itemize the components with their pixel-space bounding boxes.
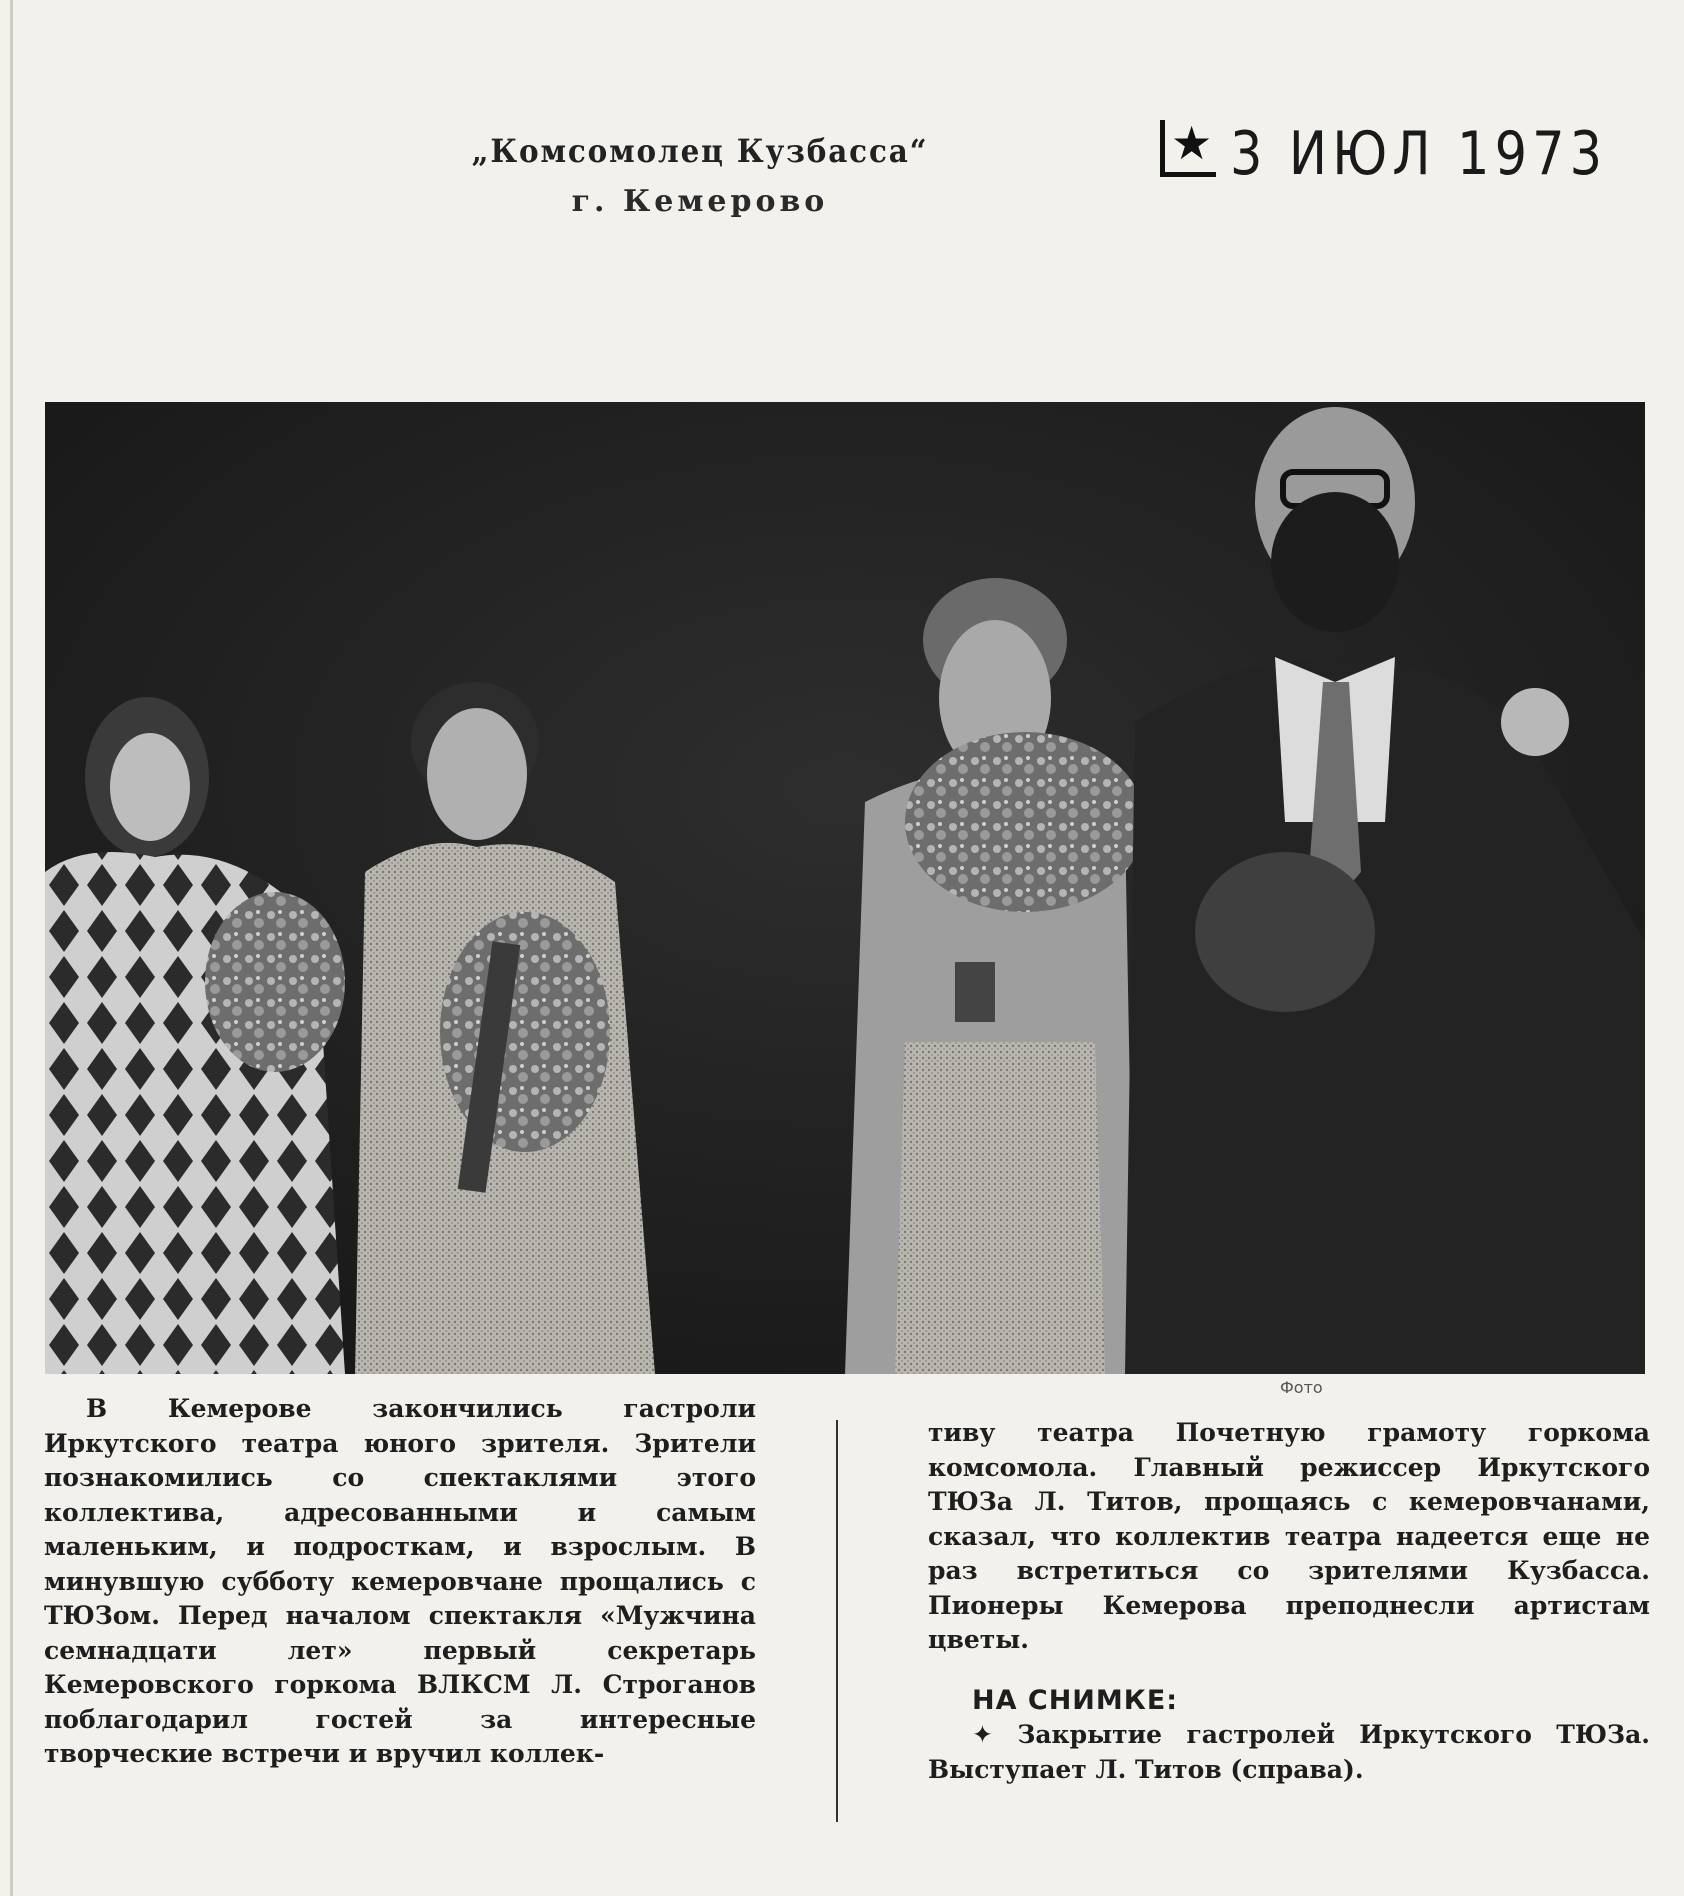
article-text-left: В Кемерове закончились гастроли Иркутского театра юного зрителя. Зрители познакомились со спектаклями этого коллектива, адресованными и самым маленьким, и подросткам, и взрослым. В минувшую субботу кемеровчане прощались с ТЮЗом. Перед началом спектакля «Мужчина семнадцати лет» первый секретарь Кемеровского горкома ВЛКСМ Л. Строганов поблагодарил гостей за интересные творческие встречи и вручил коллек- (44, 1394, 756, 1768)
city-line: г. Кемерово (571, 184, 829, 219)
caption-star-icon: ✦ (972, 1720, 993, 1749)
column-divider (836, 1420, 838, 1822)
press-photo (45, 402, 1645, 1374)
photo-scene (45, 402, 1645, 1374)
caption-text: Закрытие гастролей Иркутского ТЮЗа. Выступает Л. Титов (справа). (928, 1720, 1650, 1784)
photo-caption (928, 1718, 1650, 1787)
date-stamp (1160, 104, 1674, 194)
article-right-column (928, 1416, 1650, 1787)
paper-edge (10, 0, 13, 1896)
article-left-column (44, 1392, 756, 1772)
newspaper-name: „Комсомолец Кузбасса“ (471, 132, 929, 170)
masthead (440, 132, 960, 219)
star-icon: ★ (1160, 120, 1216, 177)
article-text-right: тиву театра Почетную грамоту горкома комсомола. Главный режиссер Иркутского ТЮЗа Л. Титов, прощаясь с кемеровчанами, сказал, что коллектив театра надеется еще не раз встретиться со зрителями Кузбасса. Пионеры Кемерова преподнесли артистам цветы. (928, 1418, 1650, 1654)
photo-credit: Фото (1280, 1378, 1323, 1397)
caption-heading: НА СНИМКЕ: (972, 1684, 1179, 1716)
stamp-date: 3 ИЮЛ 1973 (1230, 119, 1608, 189)
